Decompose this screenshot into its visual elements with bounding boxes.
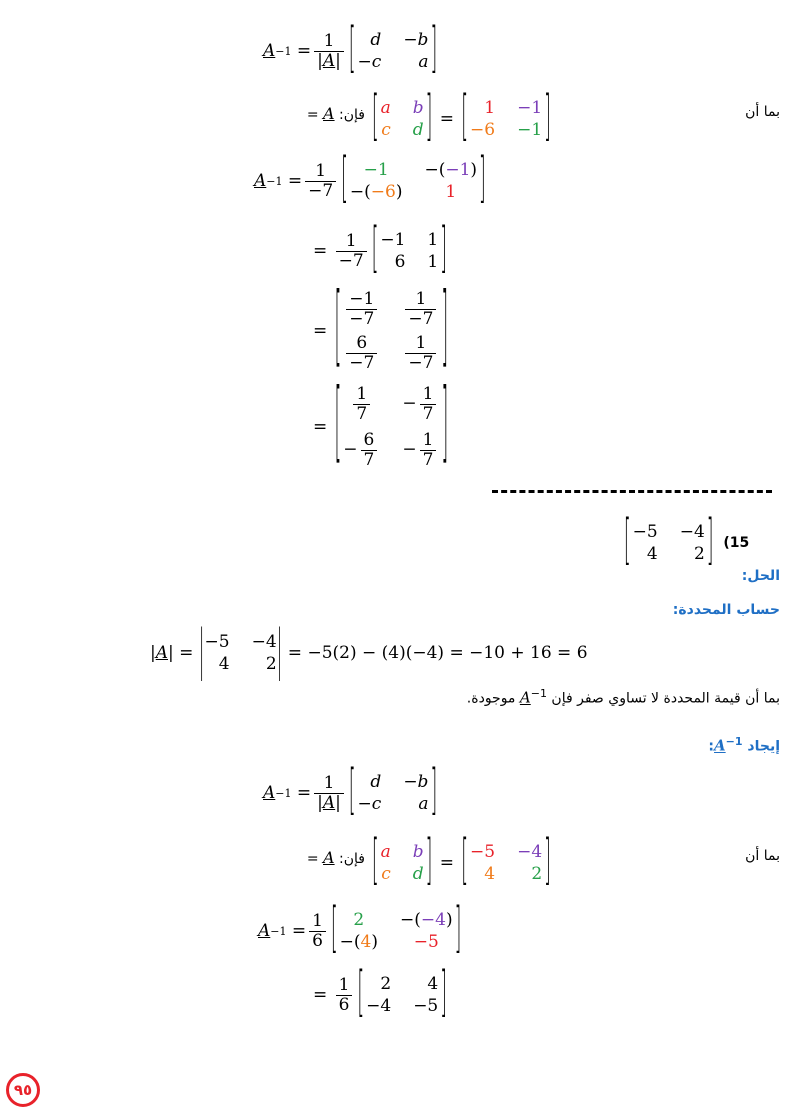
divider xyxy=(492,490,772,493)
calc-matrix-1: A −1 = $\frac{1}{-7}$ [ −1 −(−1) −(−6) 1 ] xyxy=(254,147,486,212)
inverse-formula-1: A −1 = $\frac{1}{|A|}$ [ d −b −c a ] xyxy=(263,17,438,82)
given-matrix-1: [ a b c d ] = [ 1 −1 −6 −1 ] xyxy=(372,85,551,150)
step-matrix-4: = $\frac{1}{6}$ [ 2 4 −4 −5 ] xyxy=(313,961,447,1026)
step-matrix-1: = $\frac{1}{-7}$ [ −1 1 6 1 ] xyxy=(313,217,447,282)
given-text-2b: بما أن xyxy=(745,848,780,864)
calc-matrix-2: A −1 = $\frac{1}{6}$ [ 2 −(−4) −(4) −5 ] xyxy=(258,897,462,962)
det-label: حساب المحددة: xyxy=(672,602,780,618)
det-note: بما أن قيمة المحددة لا تساوي صفر فإن $A^{-1}$ موجودة. xyxy=(466,687,780,707)
problem-15: [ −5 −4 4 2 ] (15 xyxy=(624,509,750,574)
step-matrix-2: = [ $\frac{-1}{-7}$ $\frac{1}{-7}$ $\frac{6}{-7}$ $\frac{1}{-7}$ ] xyxy=(313,276,449,381)
find-label: إيجاد $A^{-1}$: xyxy=(708,735,780,755)
step-matrix-3: = [ $\frac{1}{7}$ − $\frac{1}{7}$ − $\frac{6}{7}$ − $\frac{1}{7}$ ] xyxy=(313,372,449,477)
given-text-1: فإن: A = xyxy=(306,104,365,123)
page-number-badge: ٩٥ xyxy=(6,1073,40,1107)
given-matrix-2: [ a b c d ] = [ −5 −4 4 2 ] xyxy=(372,829,551,894)
given-text-1b: بما أن xyxy=(745,104,780,120)
solution-label: الحل: xyxy=(741,568,780,584)
given-text-2: فإن: A = xyxy=(306,848,365,867)
inverse-formula-2: A −1 = $\frac{1}{|A|}$ [ d −b −c a ] xyxy=(263,759,438,824)
determinant-calc: | A | = | −5 −4 4 2 | = −5(2) − (4)(−4) = −10 + 16 = 6 xyxy=(150,619,588,684)
